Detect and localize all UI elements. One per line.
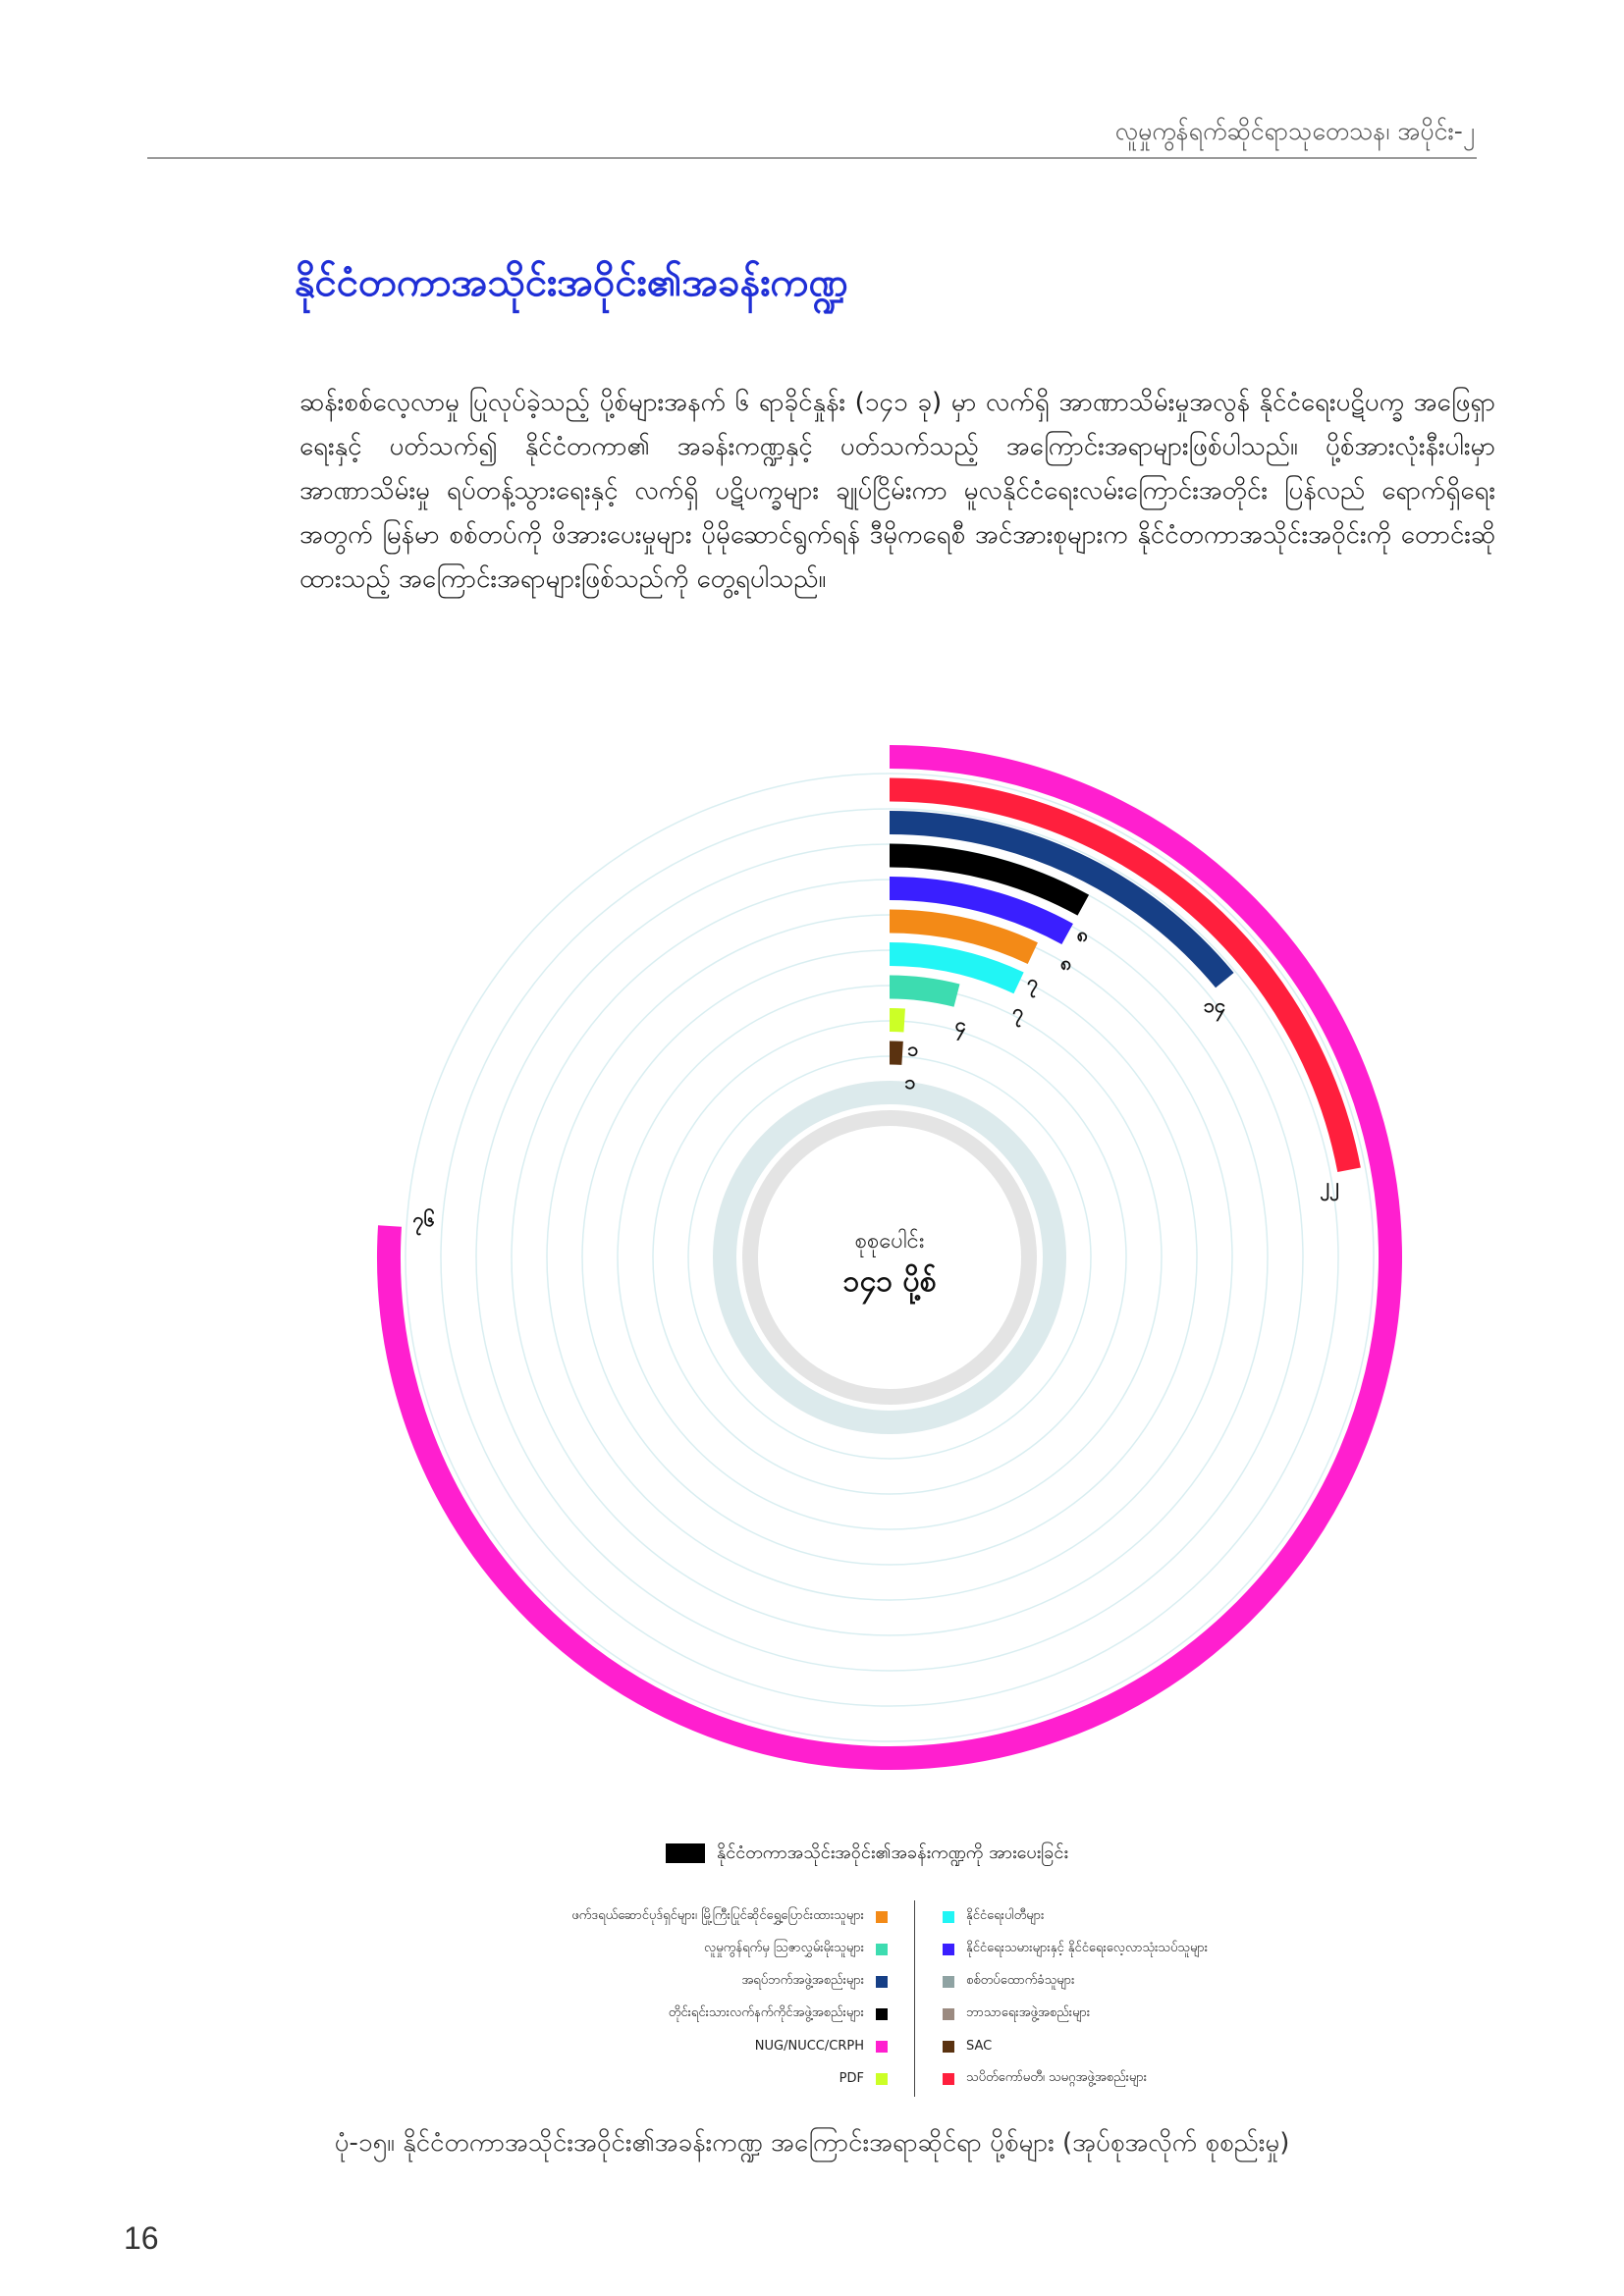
legend-label: ဘာသာရေးအဖွဲ့အစည်းများ [966,2005,1091,2020]
legend-divider [914,1900,915,2097]
legend-item [412,1933,888,1965]
chart-bar [389,757,1390,1758]
chart-value-label: ၈ [1076,922,1089,946]
legend-label: တိုင်းရင်းသားလက်နက်ကိုင်အဖွဲ့အစည်းများ [668,2005,864,2020]
legend-item [412,2062,888,2095]
legend-swatch [943,2073,954,2085]
chart-value-label: ၁ [904,1070,916,1095]
legend-label: PDF [839,2071,864,2086]
legend-item [412,2030,888,2062]
body-paragraph: ဆန်းစစ်လေ့လာမှု ပြုလုပ်ခဲ့သည့် ပို့စ်များအနက် ၆ ရာခိုင်နှုန်း (၁၄၁ ခု) မှာ လက်ရှိ အာဏာသိမ်းမှုအလွန် နိုင်ငံရေးပဋိပက္ခ အဖြေရှာရေးနှင့် ပတ်သက်၍ နိုင်ငံတကာ၏ အခန်းကဏ္ဍနှင့် ပတ်သက်သည့် အကြောင်းအရာများဖြစ်ပါသည်။ ပို့စ်အားလုံးနီးပါးမှာ အာဏာသိမ်းမှု ရပ်တန့်သွားရေးနှင့် လက်ရှိ ပဋိပက္ခများ ချုပ်ငြိမ်းကာ မူလနိုင်ငံရေးလမ်းကြောင်းအတိုင်း ပြန်လည် ရောက်ရှိရေးအတွက် မြန်မာ စစ်တပ်ကို ဖိအားပေးမှုများ ပိုမိုဆောင်ရွက်ရန် ဒီမိုကရေစီ အင်အားစုများက နိုင်ငံတကာအသိုင်းအဝိုင်းကို တောင်းဆိုထားသည့် အကြောင်းအရာများဖြစ်သည်ကို တွေ့ရပါသည်။ [299,388,1495,594]
legend-title-swatch [666,1843,705,1863]
grid-ring [618,986,1162,1529]
legend-label: လူမှုကွန်ရက်မှ ဩဇာလွှမ်းမိုးသူများ [704,1941,864,1955]
chart-value-label: ၈ [1059,950,1072,975]
legend-item [412,1998,888,2030]
legend-swatch [943,1911,954,1923]
radial-bar-chart [344,717,1339,1836]
legend-item [943,1933,1355,1965]
chart-value-label: ၁ [907,1037,919,1061]
legend-swatch [876,2008,888,2020]
chart-bar [890,988,957,996]
legend-label: ဖက်ဒရယ်ဆောင်ပုဒ်ရှင်များ၊ မြို့ကြီးပြုင်ဆိုင်ရွှေ့ပြောင်းထားသူများ [571,1908,864,1923]
legend-title-text: နိုင်ငံတကာအသိုင်းအဝိုင်း၏အခန်းကဏ္ဍကို အားပေးခြင်း [717,1842,1068,1863]
legend-left-column [412,1900,888,2095]
chart-value-label: ၂၂ [1320,1172,1339,1197]
figure-caption: ပုံ-၁၅။ နိုင်ငံတကာအသိုင်းအဝိုင်း၏အခန်းကဏ္ဍ အကြောင်းအရာဆိုင်ရာ ပို့စ်များ (အုပ်စုအလိုက် စုစည်းမှု) [334,2128,1290,2158]
legend-title [666,1839,1068,1868]
legend-item [412,1900,888,1933]
legend-item [943,1998,1355,2030]
page-title: နိုင်ငံတကာအသိုင်းအဝိုင်း၏အခန်းကဏ္ဍ [295,260,848,305]
grid-ring [476,844,1303,1671]
legend-label: နိုင်ငံရေးသမားများနှင့် နိုင်ငံရေးလေ့လာသုံးသပ်သူများ [966,1941,1209,1955]
legend-label: SAC [966,2039,993,2054]
legend-swatch [876,1911,888,1923]
legend-label: သပိတ်ကော်မတီ၊ သမဂ္ဂအဖွဲ့အစည်းများ [966,2070,1148,2085]
legend-label: နိုင်ငံရေးပါတီများ [966,1908,1045,1923]
chart-value-label: ၇ [1012,999,1024,1024]
legend-swatch [876,2041,888,2053]
legend-label: NUG/NUCC/CRPH [754,2039,864,2054]
chart-center-value: ၁၄၁ ပို့စ် [842,1264,937,1299]
legend-item [943,1965,1355,1998]
legend-item [412,1965,888,1998]
legend-item [943,1900,1355,1933]
legend-swatch [876,1976,888,1988]
chart-center-label: စုစုပေါင်း [854,1229,925,1254]
legend-swatch [943,2041,954,2053]
legend-item [943,2030,1355,2062]
chart-center-rings [725,1093,1055,1422]
header-divider [147,157,1477,159]
legend-swatch [943,1944,954,1955]
chart-value-label: ၁၄ [1203,992,1226,1017]
legend-swatch [876,1944,888,1955]
chart-bars [389,757,1390,1758]
legend-swatch [943,1976,954,1988]
legend-label: စစ်တပ်ထောက်ခံသူများ [966,1973,1075,1988]
chart-value-label: ၄ [954,1012,966,1037]
legend-item [943,2062,1355,2095]
page-number: 16 [124,2220,159,2256]
chart-value-label: ၇ [1026,970,1039,994]
center-ring [725,1093,1055,1422]
legend-swatch [943,2008,954,2020]
running-header: လူမှုကွန်ရက်ဆိုင်ရာသုတေသန၊ အပိုင်း-၂ [1114,117,1475,145]
legend-label: အရပ်ဘက်အဖွဲ့အစည်းများ [741,1973,864,1988]
legend-swatch [876,2073,888,2085]
legend-right-column [943,1900,1355,2095]
chart-value-label: ၇၆ [412,1207,435,1232]
center-ring [750,1118,1029,1397]
